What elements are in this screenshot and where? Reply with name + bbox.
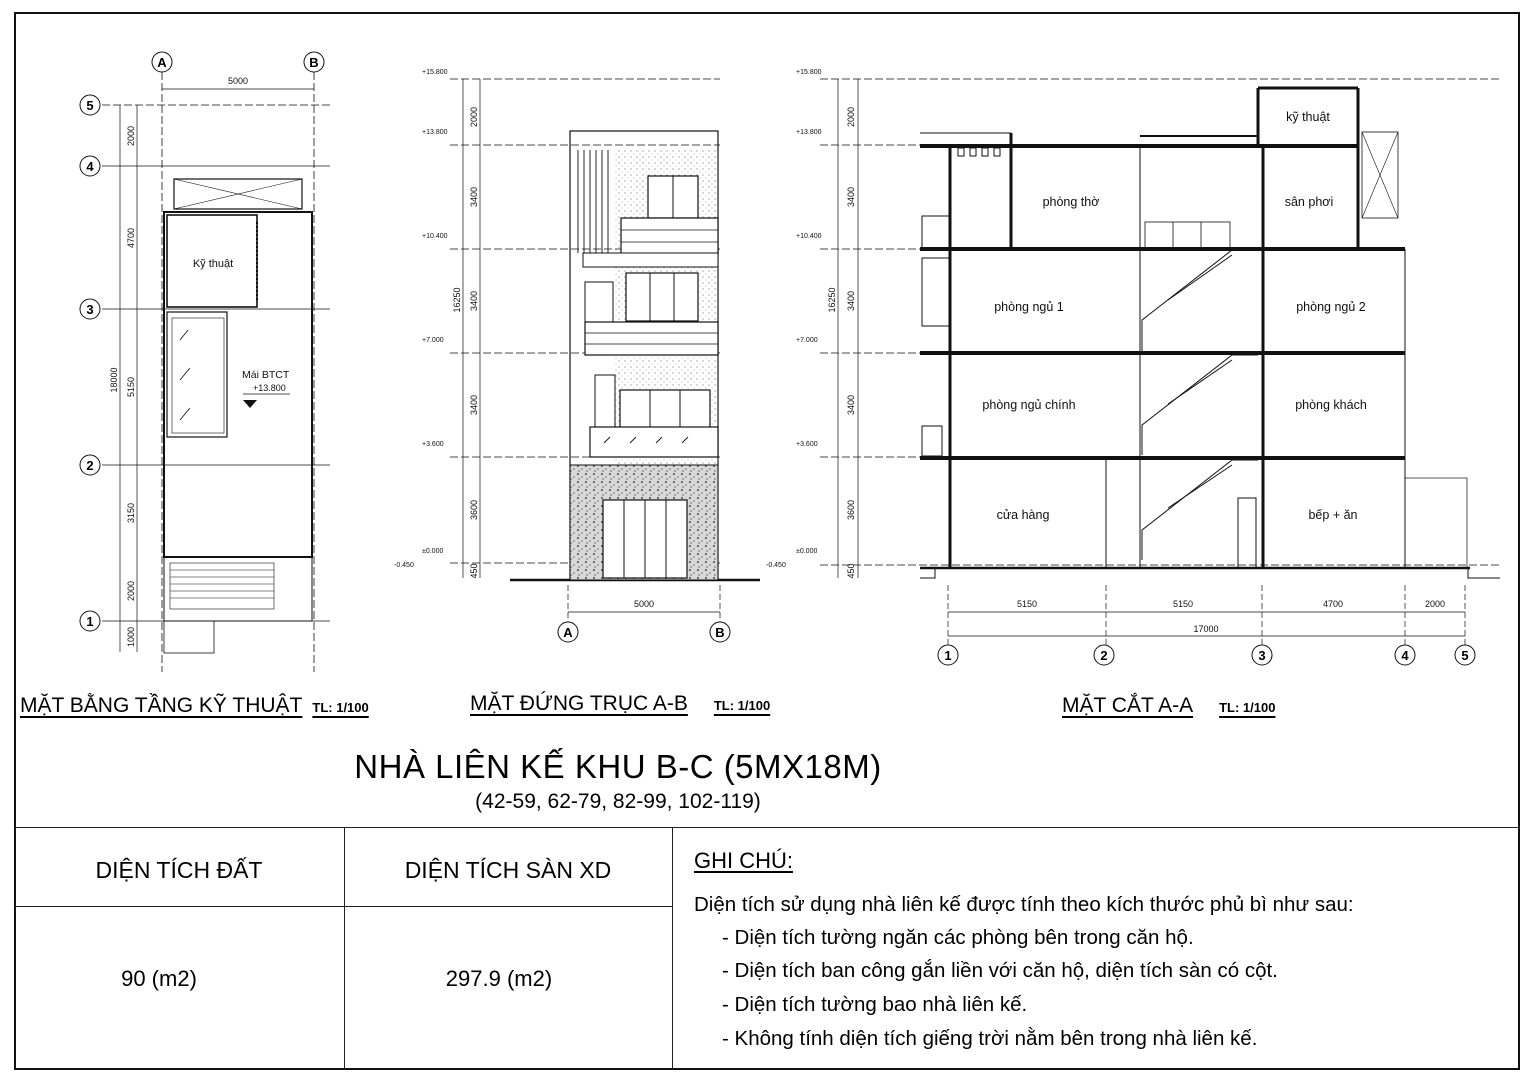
plan-labels bbox=[109, 76, 290, 647]
svg-text:A: A bbox=[157, 55, 167, 70]
svg-text:2: 2 bbox=[1100, 648, 1108, 663]
floor-area-label: DIỆN TÍCH SÀN XD bbox=[404, 857, 612, 883]
section-level: +13.800 bbox=[796, 129, 822, 136]
svg-text:4: 4 bbox=[86, 159, 94, 174]
land-area-label: DIỆN TÍCH ĐẤT bbox=[95, 857, 263, 883]
svg-text:2000: 2000 bbox=[846, 106, 856, 128]
section-level: +7.000 bbox=[796, 337, 818, 344]
plan-dim: 3150 bbox=[126, 502, 136, 524]
svg-text:16250: 16250 bbox=[827, 287, 837, 313]
plan-dim: 1000 bbox=[126, 626, 136, 648]
svg-text:5150: 5150 bbox=[1172, 599, 1194, 609]
plan-dim: 4700 bbox=[126, 227, 136, 249]
svg-text:5: 5 bbox=[1461, 648, 1469, 663]
section-level: +15.800 bbox=[796, 69, 822, 76]
svg-text:2000: 2000 bbox=[469, 106, 479, 128]
floor-area-value: 297.9 (m2) bbox=[445, 966, 553, 991]
plan-room-label: Kỹ thuật bbox=[192, 258, 234, 270]
section-level: -0.450 bbox=[766, 562, 786, 569]
svg-text:5150: 5150 bbox=[1016, 599, 1038, 609]
notes-title: GHI CHÚ: bbox=[694, 848, 793, 873]
svg-text:2000: 2000 bbox=[1424, 599, 1446, 609]
svg-text:450: 450 bbox=[846, 563, 856, 579]
svg-text:3600: 3600 bbox=[469, 499, 479, 521]
svg-text:1: 1 bbox=[86, 614, 94, 629]
svg-text:3: 3 bbox=[1258, 648, 1266, 663]
note-item: - Diện tích tường bao nhà liên kế. bbox=[722, 993, 1028, 1016]
room-label: cửa hàng bbox=[996, 508, 1050, 522]
plan-dim-total: 18000 bbox=[109, 367, 119, 393]
svg-text:4700: 4700 bbox=[1322, 599, 1344, 609]
room-label: bếp + ăn bbox=[1308, 508, 1358, 522]
elevation-level: ±0.000 bbox=[422, 548, 444, 555]
plan-technical-floor bbox=[102, 72, 330, 672]
note-item: - Diện tích tường ngăn các phòng bên trong căn hộ. bbox=[722, 926, 1194, 949]
svg-text:A: A bbox=[563, 625, 573, 640]
elevation-level: +10.400 bbox=[422, 233, 448, 240]
plan-dim-width: 5000 bbox=[227, 76, 249, 86]
room-label: phòng ngủ 1 bbox=[994, 300, 1064, 314]
room-label: phòng thờ bbox=[1042, 195, 1100, 209]
land-area-value: 90 (m2) bbox=[121, 966, 197, 991]
elevation-level: +3.600 bbox=[422, 441, 444, 448]
room-label: phòng ngủ chính bbox=[982, 398, 1076, 412]
room-label: phòng ngủ 2 bbox=[1296, 300, 1366, 314]
svg-text:3400: 3400 bbox=[846, 290, 856, 312]
room-label: phòng khách bbox=[1295, 398, 1367, 412]
svg-text:4: 4 bbox=[1401, 648, 1409, 663]
elevation-title: MẶT ĐỨNG TRỤC A-B TL: 1/100 bbox=[470, 692, 771, 715]
svg-text:3: 3 bbox=[86, 302, 94, 317]
plan-roof-label: Mái BTCT bbox=[242, 369, 290, 381]
table-divider bbox=[672, 827, 673, 1070]
svg-text:3600: 3600 bbox=[846, 499, 856, 521]
elevation-grid-bubbles bbox=[558, 622, 730, 642]
svg-text:16250: 16250 bbox=[452, 287, 462, 313]
svg-text:17000: 17000 bbox=[1193, 624, 1219, 634]
svg-text:3400: 3400 bbox=[469, 394, 479, 416]
plan-roof-level: +13.800 bbox=[253, 383, 286, 393]
section-level: +3.600 bbox=[796, 441, 818, 448]
svg-text:5: 5 bbox=[86, 98, 94, 113]
svg-text:B: B bbox=[309, 55, 319, 70]
svg-text:3400: 3400 bbox=[846, 394, 856, 416]
section-level: ±0.000 bbox=[796, 548, 818, 555]
elevation-level: +13.800 bbox=[422, 129, 448, 136]
elevation-level: +15.800 bbox=[422, 69, 448, 76]
svg-text:B: B bbox=[715, 625, 725, 640]
room-label: sân phơi bbox=[1284, 195, 1334, 209]
svg-text:3400: 3400 bbox=[469, 186, 479, 208]
section-level: +10.400 bbox=[796, 233, 822, 240]
svg-text:2: 2 bbox=[86, 458, 94, 473]
svg-text:5000: 5000 bbox=[633, 599, 655, 609]
svg-text:450: 450 bbox=[469, 563, 479, 579]
svg-text:3400: 3400 bbox=[469, 290, 479, 312]
plan-dim: 2000 bbox=[126, 125, 136, 147]
table-top-border bbox=[14, 827, 1520, 828]
plan-grid-bubbles bbox=[80, 52, 324, 631]
plan-dim: 5150 bbox=[126, 376, 136, 398]
plan-title: MẶT BẰNG TẦNG KỸ THUẬT TL: 1/100 bbox=[20, 694, 369, 717]
elevation-level: -0.450 bbox=[394, 562, 414, 569]
section-a-a bbox=[820, 79, 1500, 660]
notes-intro: Diện tích sử dụng nhà liên kế được tính theo kích thước phủ bì như sau: bbox=[694, 893, 1354, 916]
note-item: - Diện tích ban công gắn liền với căn hộ, diện tích sàn có cột. bbox=[722, 959, 1278, 982]
elevation-a-b bbox=[450, 79, 760, 625]
svg-text:3400: 3400 bbox=[846, 186, 856, 208]
room-label: kỹ thuật bbox=[1286, 110, 1330, 124]
main-title: NHÀ LIÊN KẾ KHU B-C (5MX18M) bbox=[354, 748, 882, 785]
table-divider bbox=[14, 906, 672, 907]
svg-text:1: 1 bbox=[944, 648, 952, 663]
section-title: MẶT CẮT A-A TL: 1/100 bbox=[1062, 694, 1276, 717]
section-grid-bubbles bbox=[938, 645, 1475, 665]
plan-dim: 2000 bbox=[126, 580, 136, 602]
main-subtitle: (42-59, 62-79, 82-99, 102-119) bbox=[475, 790, 761, 813]
note-item: - Không tính diện tích giếng trời nằm bên trong nhà liên kế. bbox=[722, 1027, 1258, 1050]
elevation-level: +7.000 bbox=[422, 337, 444, 344]
